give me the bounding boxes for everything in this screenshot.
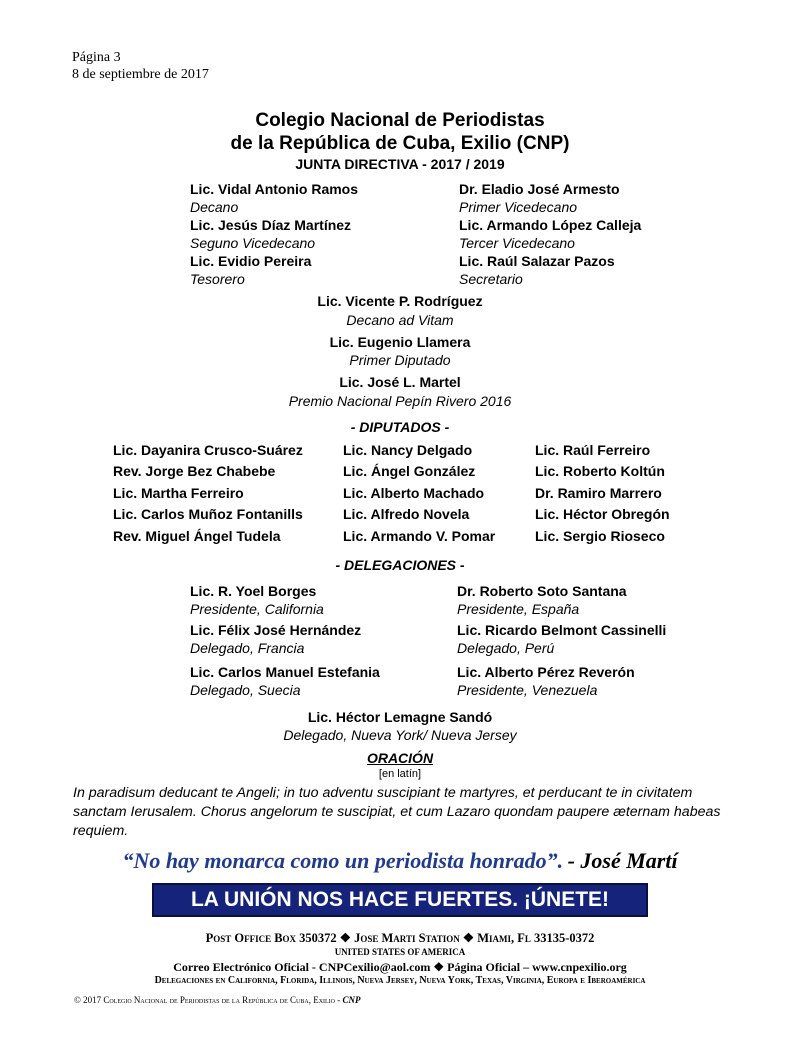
diputado-name: Lic. Martha Ferreiro [113,485,244,501]
delegacion-role: Delegado, Francia [190,640,305,656]
directiva-role: Seguno Vicedecano [190,235,316,251]
diputado-name: Lic. Raúl Ferreiro [535,442,651,458]
diputado-name: Lic. Nancy Delgado [343,442,473,458]
delegacion-name: Lic. Alberto Pérez Reverón [457,664,635,680]
directiva-name: Lic. Jesús Díaz Martínez [190,217,352,233]
oracion-note: [en latín] [378,768,422,780]
delegaciones-line: Delegaciones en California, Florida, Illinois, Nueva Jersey, Nueva York, Texas, Virginia, Europa e Iberoamérica [154,975,646,986]
delegacion-role: Presidente, Venezuela [457,682,598,698]
copyright-line [74,995,361,1005]
delegacion-name: Lic. R. Yoel Borges [190,583,317,599]
marti-quote [0,848,800,874]
delegacion-name: Lic. Ricardo Belmont Cassinelli [457,622,667,638]
diputado-name: Lic. Dayanira Crusco-Suárez [113,442,303,458]
oracion-text: In paradisum deducant te Angeli; in tuo adventu suscipiant te martyres, et perducant te in civitatem sanctam Ierusalem. Chorus angelorum te suscipiat, et cum Lazaro quondam paupere æternam habeas requiem. [73,785,721,839]
directiva-name: Lic. Vidal Antonio Ramos [190,181,359,197]
delegacion-role: Delegado, Nueva York/ Nueva Jersey [283,727,517,743]
delegacion-name: Dr. Roberto Soto Santana [457,583,627,599]
directiva-name: Lic. Eugenio Llamera [329,334,471,350]
copyright-mark: CNP [342,995,361,1005]
page-number: Página 3 [72,50,121,65]
delegacion-role: Presidente, California [190,601,324,617]
directiva-role: Tercer Vicedecano [459,235,575,251]
directiva-role: Decano [190,199,239,215]
org-title-line2: de la República de Cuba, Exilio (CNP) [230,133,570,154]
diputado-name: Lic. Armando V. Pomar [343,528,496,544]
diputado-name: Lic. Alberto Machado [343,485,485,501]
copyright-text: © 2017 Colegio Nacional de Periodistas de la República de Cuba, Exilio - [74,995,341,1005]
contact-line: Correo Electrónico Oficial - CNPCexilio@aol.com ❖ Página Oficial – www.cnpexilio.org [173,960,627,974]
quote-text: “No hay monarca como un periodista honrado”. [122,848,564,873]
delegacion-role: Presidente, España [457,601,580,617]
diputados-heading: - DIPUTADOS - [350,419,450,435]
directiva-role: Secretario [459,271,523,287]
diputado-name: Dr. Ramiro Marrero [535,485,662,501]
oracion-title: ORACIÓN [366,750,434,766]
delegacion-role: Delegado, Suecia [190,682,301,698]
diputado-name: Lic. Roberto Koltún [535,463,665,479]
diputado-name: Lic. Héctor Obregón [535,506,670,522]
delegacion-name: Lic. Carlos Manuel Estefania [190,664,380,680]
directiva-name: Lic. Vicente P. Rodríguez [317,293,483,309]
delegaciones-heading: - DELEGACIONES - [335,557,465,573]
page-date: 8 de septiembre de 2017 [72,67,209,82]
diputado-name: Lic. Ángel González [343,463,476,479]
diputado-name: Rev. Jorge Bez Chabebe [113,463,276,479]
directiva-name: Lic. Evidio Pereira [190,253,312,269]
directiva-role: Primer Vicedecano [459,199,578,215]
junta-directiva-heading: JUNTA DIRECTIVA - 2017 / 2019 [295,156,505,172]
directiva-role: Premio Nacional Pepín Rivero 2016 [288,393,512,409]
directiva-name: Dr. Eladio José Armesto [459,181,620,197]
directiva-role: Tesorero [190,271,245,287]
directiva-role: Primer Diputado [349,352,451,368]
diputado-name: Rev. Miguel Ángel Tudela [113,528,281,544]
address-country: UNITED STATES OF AMERICA [334,947,466,957]
union-banner: LA UNIÓN NOS HACE FUERTES. ¡ÚNETE! [152,883,648,917]
delegacion-name: Lic. Héctor Lemagne Sandó [307,709,493,725]
directiva-role: Decano ad Vitam [346,312,454,328]
delegacion-role: Delegado, Perú [457,640,555,656]
directiva-name: Lic. Armando López Calleja [459,217,642,233]
diputado-name: Lic. Alfredo Novela [343,506,470,522]
diputado-name: Lic. Carlos Muñoz Fontanills [113,506,303,522]
delegacion-name: Lic. Félix José Hernández [190,622,362,638]
diputado-name: Lic. Sergio Rioseco [535,528,665,544]
directiva-name: Lic. Raúl Salazar Pazos [459,253,615,269]
directiva-name: Lic. José L. Martel [339,374,461,390]
org-title-line1: Colegio Nacional de Periodistas [255,110,545,131]
postal-address: Post Office Box 350372 ❖ Jose Marti Station ❖ Miami, Fl 33135-0372 [205,931,595,945]
quote-author: - José Martí [567,848,678,873]
